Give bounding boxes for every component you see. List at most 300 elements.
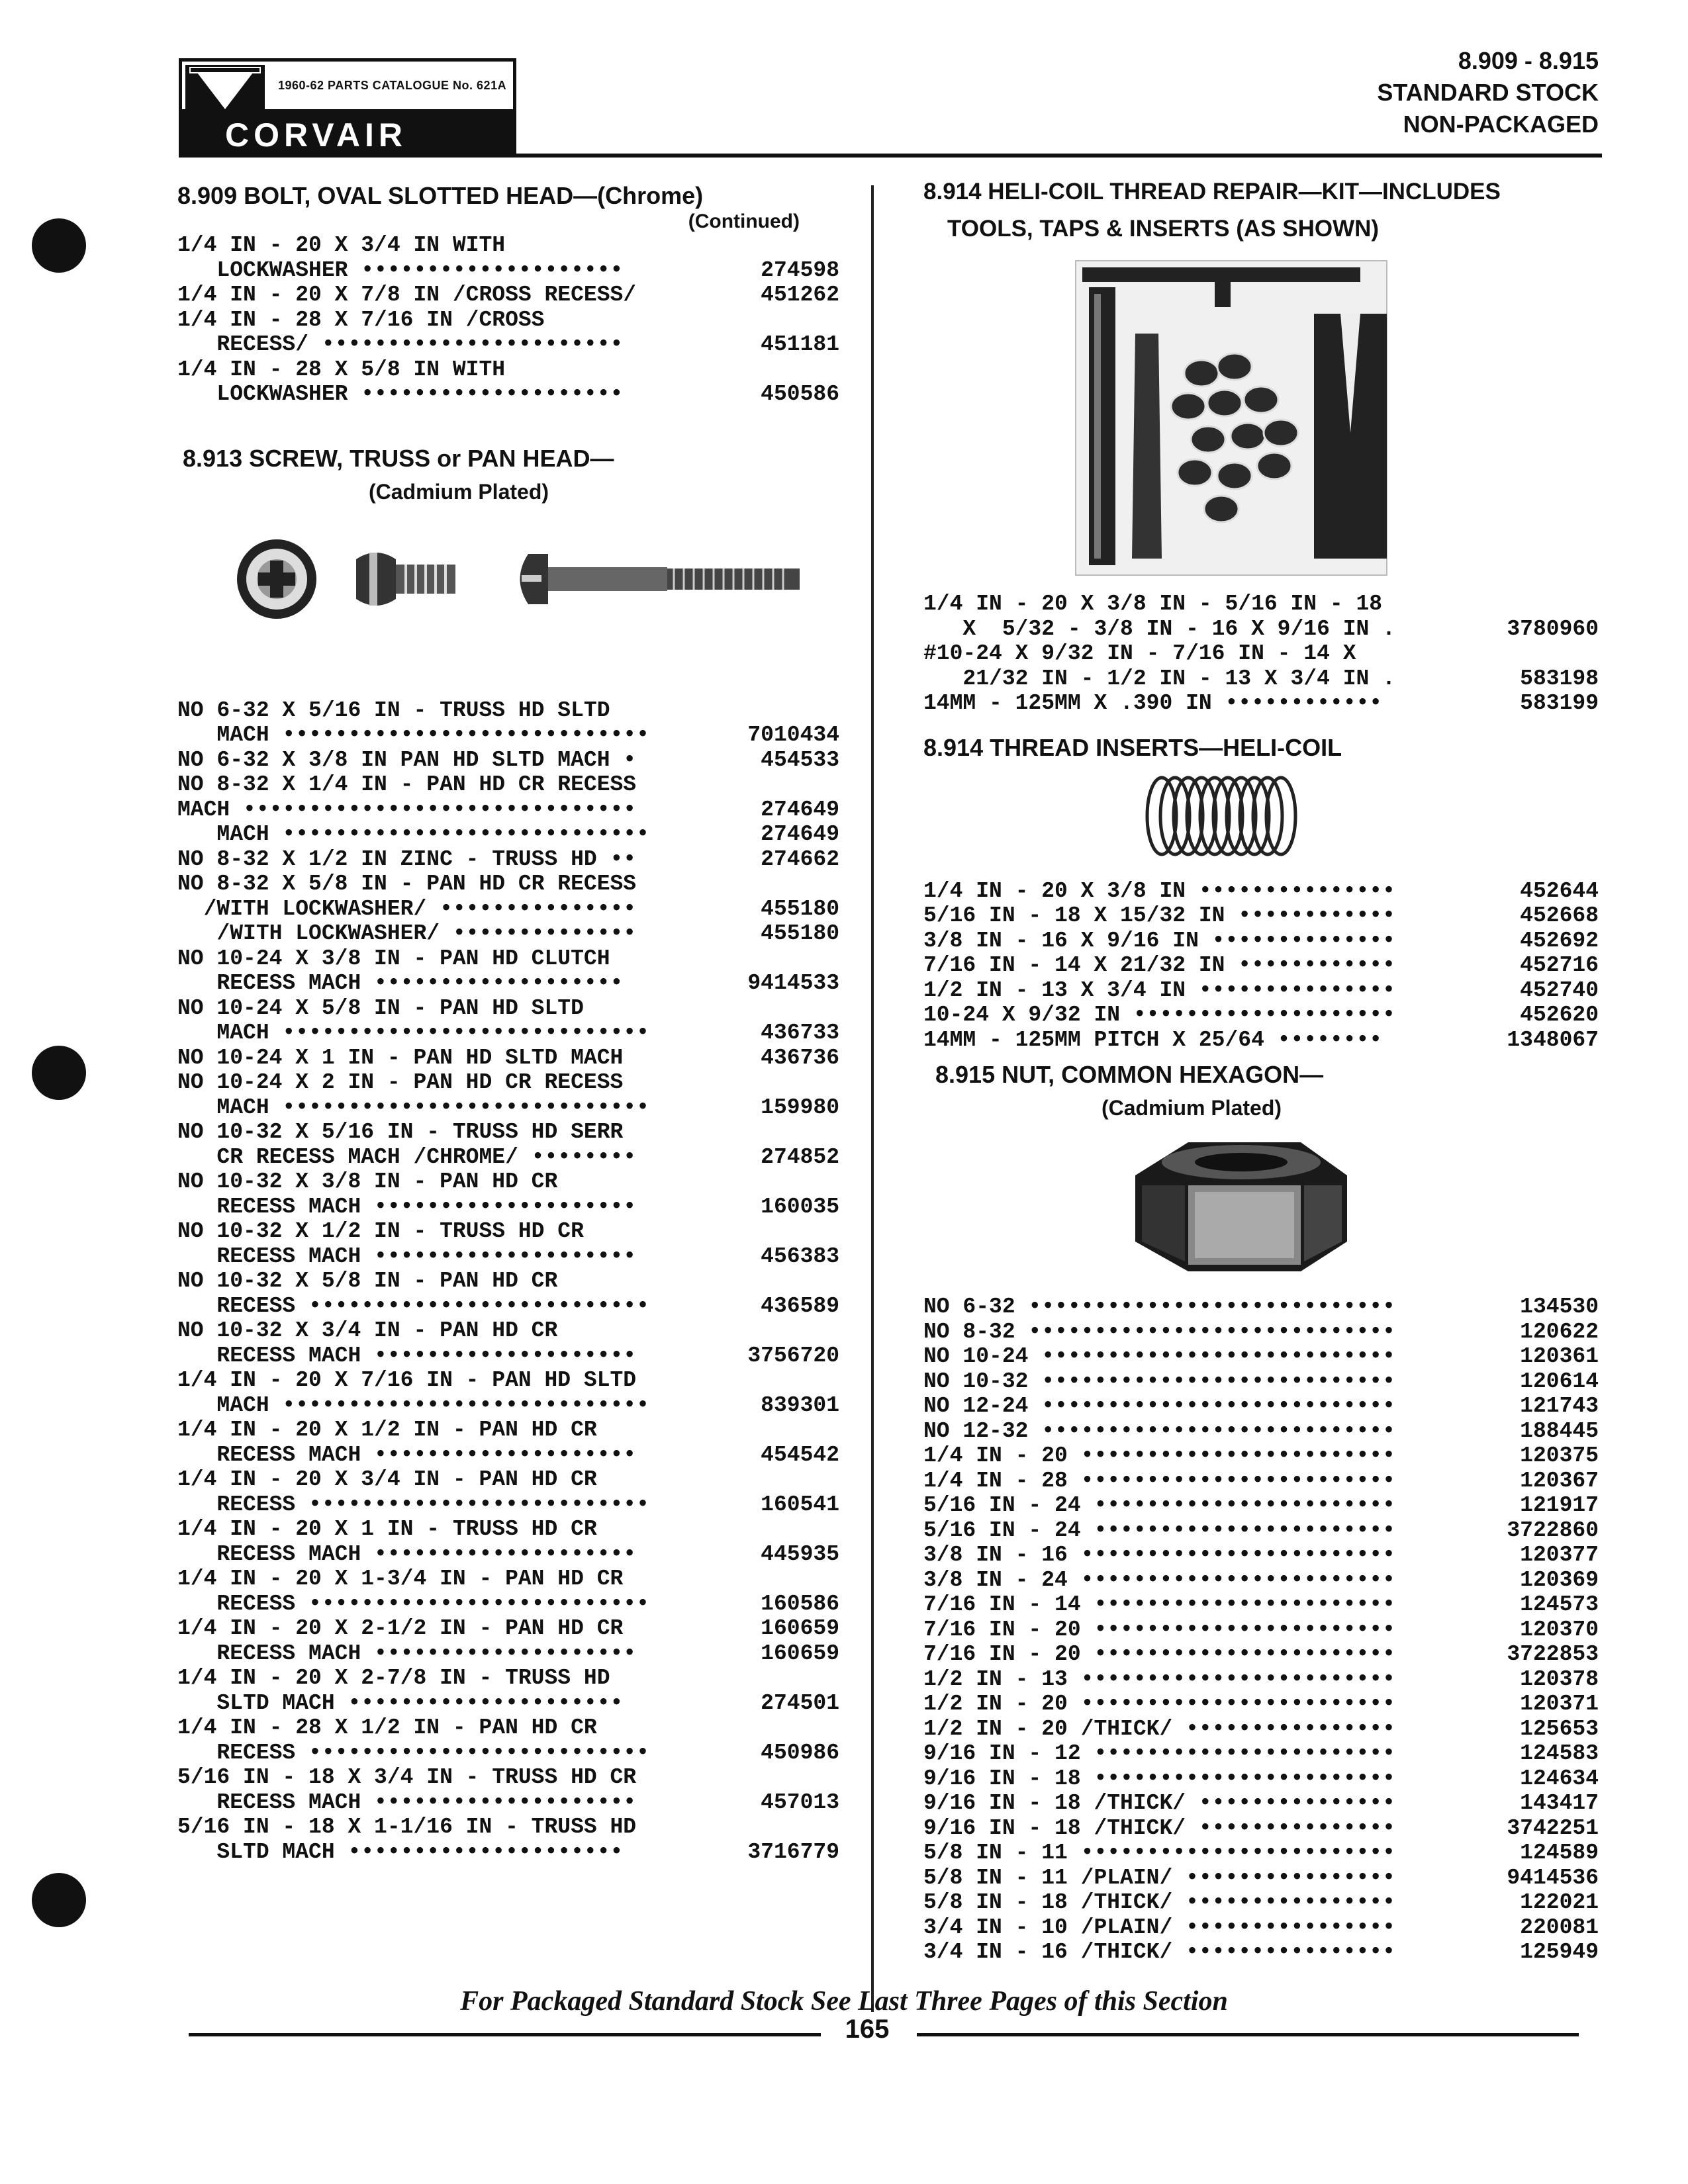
part-description: 5/8 IN - 18 /THICK/ •••••••••••••••• <box>923 1890 1395 1915</box>
part-description: NO 10-32 X 5/16 IN - TRUSS HD SERR <box>177 1120 624 1144</box>
part-description: 14MM - 125MM X .390 IN •••••••••••• <box>923 691 1383 715</box>
part-description: 1/4 IN - 20 X 3/8 IN - 5/16 IN - 18 <box>923 592 1383 616</box>
list-item <box>177 1815 839 1840</box>
part-description: 9/16 IN - 18 ••••••••••••••••••••••• <box>923 1766 1395 1791</box>
part-number: 583199 <box>1520 691 1599 715</box>
part-number <box>740 1169 839 1195</box>
list-item <box>177 698 839 723</box>
list-item <box>177 1492 839 1518</box>
part-number <box>740 1219 839 1244</box>
page-header <box>1377 45 1599 140</box>
header-rule <box>179 154 1602 158</box>
part-description: MACH •••••••••••••••••••••••••••• <box>177 1021 649 1045</box>
list-item <box>923 1320 1599 1345</box>
part-description: RECESS •••••••••••••••••••••••••• <box>177 1492 649 1517</box>
part-number: 120614 <box>1520 1369 1599 1394</box>
list-item <box>923 879 1599 904</box>
part-description: 5/8 IN - 11 •••••••••••••••••••••••• <box>923 1841 1395 1865</box>
part-description: NO 12-24 ••••••••••••••••••••••••••• <box>923 1394 1395 1418</box>
part-number <box>740 1715 839 1741</box>
part-number <box>740 946 839 972</box>
list-item <box>177 1021 839 1046</box>
part-number: 3742251 <box>1507 1815 1599 1841</box>
list-item <box>177 1517 839 1542</box>
list-item <box>177 1393 839 1418</box>
part-number: 120377 <box>1520 1543 1599 1567</box>
part-description: 1/4 IN - 28 X 1/2 IN - PAN HD CR <box>177 1715 597 1740</box>
list-item <box>177 1542 839 1567</box>
parts-list-8914-inserts <box>923 879 1599 1053</box>
list-item <box>177 1567 839 1592</box>
section-title-8914-kit: 8.914 HELI-COIL THREAD REPAIR—KIT—INCLUDES <box>923 179 1501 205</box>
part-number <box>740 1269 839 1294</box>
list-item <box>923 617 1599 642</box>
list-item <box>177 1145 839 1170</box>
part-number: 160035 <box>761 1194 839 1219</box>
part-number: 450586 <box>761 382 839 406</box>
list-item <box>923 1692 1599 1717</box>
part-description: NO 6-32 X 3/8 IN PAN HD SLTD MACH • <box>177 747 637 772</box>
part-number <box>740 1120 839 1145</box>
part-number <box>740 1567 839 1592</box>
list-item <box>923 1028 1599 1053</box>
list-item <box>177 1294 839 1319</box>
part-description: 1/2 IN - 13 •••••••••••••••••••••••• <box>923 1666 1395 1692</box>
part-description: NO 10-24 X 3/8 IN - PAN HD CLUTCH <box>177 946 610 971</box>
part-number <box>1499 641 1599 666</box>
list-item <box>177 1418 839 1443</box>
part-description: 1/4 IN - 20 X 3/4 IN WITH <box>177 233 506 257</box>
part-description: NO 8-32 X 5/8 IN - PAN HD CR RECESS <box>177 872 637 896</box>
list-item <box>177 1467 839 1492</box>
list-item <box>923 641 1599 666</box>
part-description: RECESS/ ••••••••••••••••••••••• <box>177 332 624 357</box>
part-description: NO 8-32 •••••••••••••••••••••••••••• <box>923 1319 1395 1344</box>
list-item <box>923 1369 1599 1394</box>
part-number: 125653 <box>1520 1716 1599 1741</box>
part-description: MACH •••••••••••••••••••••••••••••• <box>177 797 637 822</box>
list-item <box>923 592 1599 617</box>
part-number <box>1499 592 1599 617</box>
part-description: 1/4 IN - 20 X 2-1/2 IN - PAN HD CR <box>177 1616 624 1641</box>
binder-hole-bottom <box>32 1873 86 1927</box>
list-item <box>177 1443 839 1468</box>
screw-illustration <box>177 506 839 645</box>
part-description: 1/4 IN - 28 •••••••••••••••••••••••• <box>923 1468 1395 1493</box>
part-description: 1/4 IN - 20 X 1 IN - TRUSS HD CR <box>177 1517 597 1541</box>
part-number <box>740 1418 839 1443</box>
part-description: #10-24 X 9/32 IN - 7/16 IN - 14 X <box>923 641 1356 666</box>
part-description: 1/4 IN - 28 X 5/8 IN WITH <box>177 357 506 382</box>
part-description: RECESS MACH ••••••••••••••••••• <box>177 971 624 995</box>
part-description: 5/16 IN - 24 ••••••••••••••••••••••• <box>923 1518 1395 1543</box>
list-item <box>177 283 839 308</box>
list-item <box>923 1493 1599 1518</box>
part-number: 455180 <box>761 896 839 921</box>
part-number: 120371 <box>1520 1692 1599 1716</box>
list-item <box>923 978 1599 1003</box>
part-description: NO 10-32 X 3/4 IN - PAN HD CR <box>177 1318 558 1343</box>
part-number <box>740 872 839 897</box>
part-number: 120375 <box>1520 1443 1599 1468</box>
list-item <box>923 1419 1599 1444</box>
part-description: MACH •••••••••••••••••••••••••••• <box>177 1095 649 1120</box>
part-number: 454533 <box>761 747 839 772</box>
part-number <box>740 1318 839 1343</box>
thread-insert-drawing <box>923 766 1599 866</box>
part-number: 220081 <box>1520 1915 1599 1940</box>
part-number <box>740 1765 839 1790</box>
list-item <box>177 1169 839 1195</box>
part-number <box>740 1815 839 1840</box>
list-item <box>177 308 839 333</box>
part-number <box>740 233 839 258</box>
section-range: 8.909 - 8.915 <box>1458 47 1599 74</box>
list-item <box>923 1717 1599 1742</box>
part-description: 1/4 IN - 20 X 7/8 IN /CROSS RECESS/ <box>177 283 637 307</box>
part-number: 160659 <box>761 1641 839 1666</box>
part-number: 274649 <box>761 797 839 822</box>
list-item <box>923 1915 1599 1940</box>
list-item <box>923 1469 1599 1494</box>
corvair-logo <box>179 58 516 158</box>
list-item <box>923 1295 1599 1320</box>
continued-label: (Continued) <box>688 210 800 232</box>
catalog-band <box>179 58 516 113</box>
part-description: MACH •••••••••••••••••••••••••••• <box>177 1392 649 1418</box>
part-description: NO 8-32 X 1/2 IN ZINC - TRUSS HD •• <box>177 846 637 872</box>
part-description: 1/4 IN - 20 X 7/16 IN - PAN HD SLTD <box>177 1368 637 1392</box>
part-number: 455180 <box>761 921 839 946</box>
part-description: 7/16 IN - 14 ••••••••••••••••••••••• <box>923 1592 1395 1617</box>
list-item <box>177 357 839 383</box>
part-description: MACH •••••••••••••••••••••••••••• <box>177 723 649 747</box>
list-item <box>177 1840 839 1865</box>
part-description: NO 10-24 X 5/8 IN - PAN HD SLTD <box>177 995 584 1021</box>
section-title-8909: 8.909 BOLT, OVAL SLOTTED HEAD—(Chrome) <box>177 182 704 209</box>
list-item <box>177 1592 839 1617</box>
list-item <box>177 332 839 357</box>
part-description: NO 10-32 X 1/2 IN - TRUSS HD CR <box>177 1219 584 1244</box>
part-number: 143417 <box>1520 1791 1599 1815</box>
part-description: 3/8 IN - 16 X 9/16 IN •••••••••••••• <box>923 928 1395 953</box>
part-number: 160586 <box>761 1591 839 1616</box>
list-item <box>923 1518 1599 1543</box>
part-description: 5/16 IN - 18 X 15/32 IN •••••••••••• <box>923 903 1395 928</box>
part-description: CR RECESS MACH /CHROME/ •••••••• <box>177 1144 637 1169</box>
left-column <box>177 177 839 1864</box>
list-item <box>923 953 1599 978</box>
binder-hole-top <box>32 218 86 273</box>
part-number: 839301 <box>761 1392 839 1418</box>
part-description: 1/4 IN - 20 X 2-7/8 IN - TRUSS HD <box>177 1666 610 1690</box>
part-description: 5/16 IN - 24 ••••••••••••••••••••••• <box>923 1493 1395 1518</box>
list-item <box>923 1741 1599 1766</box>
list-item <box>177 1195 839 1220</box>
part-number: 436589 <box>761 1293 839 1318</box>
header-line-2: STANDARD STOCK <box>1377 79 1599 106</box>
part-number: 120367 <box>1520 1468 1599 1493</box>
heli-coil-kit-photo <box>923 248 1599 592</box>
part-description: 9/16 IN - 12 ••••••••••••••••••••••• <box>923 1741 1395 1766</box>
part-number <box>740 1666 839 1691</box>
part-number <box>740 698 839 723</box>
part-number: 1348067 <box>1507 1027 1599 1052</box>
list-item <box>177 1269 839 1294</box>
part-description: 1/2 IN - 20 •••••••••••••••••••••••• <box>923 1692 1395 1716</box>
part-description: 14MM - 125MM PITCH X 25/64 •••••••• <box>923 1027 1383 1052</box>
part-number: 451262 <box>761 283 839 307</box>
part-number: 120361 <box>1520 1344 1599 1369</box>
part-number: 160541 <box>761 1492 839 1517</box>
part-number: 450986 <box>761 1740 839 1765</box>
list-item <box>177 971 839 996</box>
part-number: 122021 <box>1520 1890 1599 1915</box>
part-description: RECESS MACH •••••••••••••••••••• <box>177 1541 637 1567</box>
list-item <box>177 772 839 797</box>
part-description: RECESS •••••••••••••••••••••••••• <box>177 1591 649 1616</box>
part-description: LOCKWASHER •••••••••••••••••••• <box>177 382 624 406</box>
list-item <box>177 1120 839 1145</box>
hex-nut-drawing <box>923 1122 1599 1288</box>
footer-note: For Packaged Standard Stock See Last Three Pages of this Section <box>460 1986 1228 2017</box>
part-description: RECESS MACH •••••••••••••••••••• <box>177 1194 637 1219</box>
part-number: 274649 <box>761 822 839 846</box>
footer-rule-left <box>189 2033 821 2036</box>
part-description: 21/32 IN - 1/2 IN - 13 X 3/4 IN . <box>923 666 1395 691</box>
list-item <box>177 1219 839 1244</box>
list-item <box>923 1841 1599 1866</box>
part-description: RECESS •••••••••••••••••••••••••• <box>177 1740 649 1765</box>
list-item <box>177 233 839 258</box>
list-item <box>923 1617 1599 1643</box>
part-number <box>740 1517 839 1542</box>
part-description: 5/16 IN - 18 X 3/4 IN - TRUSS HD CR <box>177 1765 637 1790</box>
section-subtitle-8915: (Cadmium Plated) <box>1101 1096 1282 1120</box>
part-number <box>740 772 839 797</box>
part-description: RECESS MACH •••••••••••••••••••• <box>177 1244 637 1269</box>
list-item <box>177 872 839 897</box>
part-number <box>740 1467 839 1492</box>
part-description: 1/4 IN - 28 X 7/16 IN /CROSS <box>177 307 545 332</box>
list-item <box>923 1642 1599 1667</box>
part-number <box>740 357 839 383</box>
part-number: 125949 <box>1520 1940 1599 1964</box>
list-item <box>177 1095 839 1120</box>
footer-rule-right <box>917 2033 1579 2036</box>
list-item <box>177 946 839 972</box>
right-column <box>923 173 1599 1965</box>
part-number: 456383 <box>761 1244 839 1269</box>
list-item <box>923 929 1599 954</box>
list-item <box>923 1568 1599 1593</box>
part-description: SLTD MACH ••••••••••••••••••••• <box>177 1839 624 1864</box>
part-description: SLTD MACH ••••••••••••••••••••• <box>177 1690 624 1715</box>
part-description: NO 10-32 X 5/8 IN - PAN HD CR <box>177 1269 558 1293</box>
part-description: MACH •••••••••••••••••••••••••••• <box>177 822 649 846</box>
part-number: 120378 <box>1520 1666 1599 1692</box>
part-number: 452668 <box>1520 903 1599 928</box>
list-item <box>923 1940 1599 1965</box>
part-number: 3780960 <box>1507 616 1599 641</box>
part-number: 274662 <box>761 846 839 872</box>
list-item <box>923 1394 1599 1419</box>
part-description: 1/2 IN - 13 X 3/4 IN ••••••••••••••• <box>923 978 1395 1003</box>
list-item <box>923 1543 1599 1568</box>
part-number <box>740 308 839 333</box>
part-description: 7/16 IN - 20 ••••••••••••••••••••••• <box>923 1642 1395 1666</box>
part-description: NO 6-32 •••••••••••••••••••••••••••• <box>923 1295 1395 1319</box>
part-number: 124573 <box>1520 1592 1599 1617</box>
part-number: 452692 <box>1520 928 1599 953</box>
part-number: 124583 <box>1520 1741 1599 1766</box>
part-description: 1/4 IN - 20 •••••••••••••••••••••••• <box>923 1443 1395 1468</box>
list-item <box>923 1344 1599 1369</box>
list-item <box>177 1765 839 1790</box>
binder-hole-middle <box>32 1046 86 1100</box>
list-item <box>177 822 839 847</box>
part-description: RECESS MACH •••••••••••••••••••• <box>177 1442 637 1467</box>
list-item <box>923 1866 1599 1891</box>
brand-nameplate: CORVAIR <box>179 113 516 158</box>
part-number: 124589 <box>1520 1841 1599 1865</box>
list-item <box>177 1046 839 1071</box>
part-number: 274598 <box>761 257 839 283</box>
part-description: NO 10-24 ••••••••••••••••••••••••••• <box>923 1344 1395 1369</box>
part-description: 9/16 IN - 18 /THICK/ ••••••••••••••• <box>923 1815 1395 1841</box>
part-description: 3/8 IN - 16 •••••••••••••••••••••••• <box>923 1543 1395 1567</box>
part-description: 5/8 IN - 11 /PLAIN/ •••••••••••••••• <box>923 1865 1395 1890</box>
hex-nut-illustration <box>923 1122 1599 1288</box>
header-line-3: NON-PACKAGED <box>1403 111 1599 138</box>
list-item <box>177 797 839 823</box>
list-item <box>177 1641 839 1666</box>
part-number: 452740 <box>1520 978 1599 1003</box>
list-item <box>177 723 839 748</box>
section-subtitle-8913: (Cadmium Plated) <box>368 479 549 504</box>
list-item <box>177 1616 839 1641</box>
part-number: 436733 <box>761 1021 839 1045</box>
emblem-icon <box>185 65 265 113</box>
part-description: 1/2 IN - 20 /THICK/ •••••••••••••••• <box>923 1716 1395 1741</box>
part-number: 120370 <box>1520 1617 1599 1642</box>
list-item <box>177 1691 839 1716</box>
part-description: NO 8-32 X 1/4 IN - PAN HD CR RECESS <box>177 772 637 797</box>
part-number: 452644 <box>1520 878 1599 903</box>
part-number: 159980 <box>761 1095 839 1120</box>
list-item <box>177 1790 839 1815</box>
part-description: 7/16 IN - 20 ••••••••••••••••••••••• <box>923 1617 1395 1642</box>
list-item <box>177 1070 839 1095</box>
part-number: 188445 <box>1520 1418 1599 1443</box>
part-description: LOCKWASHER •••••••••••••••••••• <box>177 257 624 283</box>
part-number <box>740 1368 839 1393</box>
part-description: RECESS MACH •••••••••••••••••••• <box>177 1790 637 1815</box>
part-number: 452716 <box>1520 953 1599 978</box>
list-item <box>177 921 839 946</box>
part-number: 120369 <box>1520 1567 1599 1592</box>
part-number: 9414536 <box>1507 1865 1599 1890</box>
list-item <box>923 1816 1599 1841</box>
part-description: /WITH LOCKWASHER/ ••••••••••••••• <box>177 896 637 921</box>
part-number: 9414533 <box>747 971 839 995</box>
part-description: RECESS MACH •••••••••••••••••••• <box>177 1641 637 1666</box>
list-item <box>923 1890 1599 1915</box>
list-item <box>177 1741 839 1766</box>
list-item <box>923 691 1599 716</box>
thread-insert-illustration <box>923 766 1599 866</box>
part-description: 7/16 IN - 14 X 21/32 IN •••••••••••• <box>923 953 1395 978</box>
part-description: 1/4 IN - 20 X 3/8 IN ••••••••••••••• <box>923 878 1395 903</box>
list-item <box>923 1667 1599 1692</box>
parts-list-8909 <box>177 233 839 407</box>
part-description: RECESS •••••••••••••••••••••••••• <box>177 1293 649 1318</box>
column-divider <box>871 185 874 2012</box>
part-number: 436736 <box>761 1045 839 1070</box>
part-description: 5/16 IN - 18 X 1-1/16 IN - TRUSS HD <box>177 1815 637 1839</box>
list-item <box>923 1443 1599 1469</box>
list-item <box>177 748 839 773</box>
parts-list-8915 <box>923 1295 1599 1965</box>
page-number: 165 <box>845 2015 890 2044</box>
heli-coil-kit-drawing <box>923 248 1599 592</box>
part-description: 3/4 IN - 16 /THICK/ •••••••••••••••• <box>923 1940 1395 1964</box>
part-description: 1/4 IN - 20 X 1/2 IN - PAN HD CR <box>177 1418 597 1442</box>
part-description: NO 10-32 ••••••••••••••••••••••••••• <box>923 1369 1395 1394</box>
part-description: X 5/32 - 3/8 IN - 16 X 9/16 IN . <box>923 616 1395 641</box>
part-description: NO 10-24 X 1 IN - PAN HD SLTD MACH <box>177 1045 624 1070</box>
part-number: 3756720 <box>747 1343 839 1368</box>
list-item <box>177 1715 839 1741</box>
part-description: RECESS MACH •••••••••••••••••••• <box>177 1343 637 1368</box>
list-item <box>177 1666 839 1691</box>
part-description: 1/4 IN - 20 X 3/4 IN - PAN HD CR <box>177 1467 597 1492</box>
list-item <box>177 847 839 872</box>
catalog-label: 1960-62 PARTS CATALOGUE No. 621A <box>278 79 507 92</box>
part-number: 121917 <box>1520 1493 1599 1518</box>
list-item <box>177 1244 839 1269</box>
part-description: NO 10-32 X 3/8 IN - PAN HD CR <box>177 1169 558 1194</box>
parts-list-8913 <box>177 698 839 1865</box>
list-item <box>923 1766 1599 1792</box>
list-item <box>923 1003 1599 1028</box>
part-number: 274501 <box>761 1690 839 1715</box>
part-number: 583198 <box>1520 666 1599 691</box>
part-description: NO 10-24 X 2 IN - PAN HD CR RECESS <box>177 1070 624 1095</box>
list-item <box>177 897 839 922</box>
part-number: 120622 <box>1520 1319 1599 1344</box>
list-item <box>177 1343 839 1369</box>
part-number: 134530 <box>1520 1295 1599 1319</box>
part-number: 452620 <box>1520 1003 1599 1027</box>
list-item <box>923 903 1599 929</box>
list-item <box>923 1791 1599 1816</box>
part-number: 454542 <box>761 1442 839 1467</box>
list-item <box>923 666 1599 692</box>
part-number: 3716779 <box>747 1839 839 1864</box>
part-description: NO 12-32 ••••••••••••••••••••••••••• <box>923 1418 1395 1443</box>
part-description: 3/8 IN - 24 •••••••••••••••••••••••• <box>923 1567 1395 1592</box>
screw-drawing <box>177 506 839 645</box>
part-number: 160659 <box>761 1616 839 1641</box>
section-title-8914-kit-line2: TOOLS, TAPS & INSERTS (AS SHOWN) <box>947 216 1380 242</box>
part-description: NO 6-32 X 5/16 IN - TRUSS HD SLTD <box>177 698 610 723</box>
parts-list-8914-kit <box>923 592 1599 716</box>
part-number: 445935 <box>761 1541 839 1567</box>
part-description: /WITH LOCKWASHER/ •••••••••••••• <box>177 921 637 946</box>
part-number: 124634 <box>1520 1766 1599 1791</box>
list-item <box>177 1368 839 1393</box>
